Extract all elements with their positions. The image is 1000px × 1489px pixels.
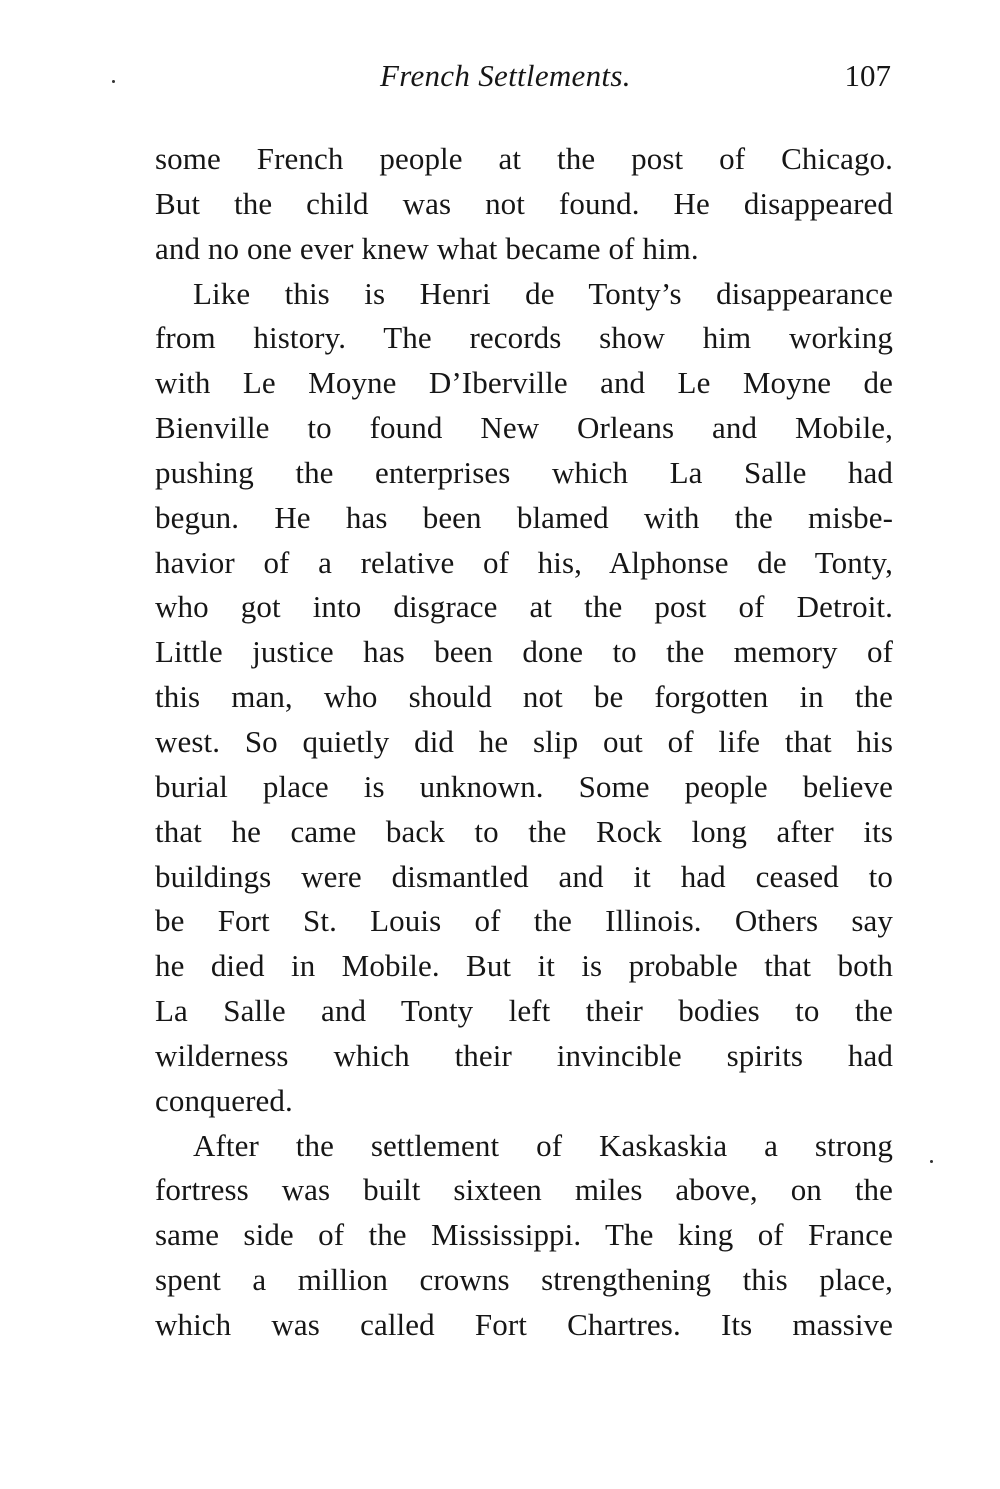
text-line: he died in Mobile. But it is probable that both [155, 948, 893, 984]
text-line: But the child was not found. He disappeared [155, 185, 893, 221]
text-line: pushing the enterprises which La Salle had [155, 454, 893, 490]
page-number: 107 [844, 58, 891, 93]
text-line: Little justice has been done to the memory of [155, 634, 893, 670]
text-line: conquered. [155, 1082, 293, 1118]
text-line: burial place is unknown. Some people believe [155, 768, 893, 804]
text-line: After the settlement of Kaskaskia a strong [193, 1127, 893, 1163]
scan-speck [112, 80, 115, 83]
text-line: spent a million crowns strengthening this place, [155, 1262, 893, 1298]
page-header [155, 58, 893, 102]
text-line: this man, who should not be forgotten in the [155, 679, 893, 715]
text-line: be Fort St. Louis of the Illinois. Others say [155, 903, 893, 939]
text-line: and no one ever knew what became of him. [155, 230, 699, 266]
text-line: wilderness which their invincible spirits had [155, 1037, 893, 1073]
text-line: with Le Moyne D’Iberville and Le Moyne de [155, 365, 893, 401]
text-line: west. So quietly did he slip out of life that his [155, 723, 893, 759]
text-line: Like this is Henri de Tonty’s disappearance [193, 275, 893, 311]
text-line: Bienville to found New Orleans and Mobile, [155, 410, 893, 446]
text-line: who got into disgrace at the post of Detroit. [155, 589, 893, 625]
scan-speck [930, 1160, 933, 1163]
text-line: which was called Fort Chartres. Its massive [155, 1306, 893, 1342]
text-line: havior of a relative of his, Alphonse de Tonty, [155, 544, 893, 580]
body-text [155, 137, 893, 1348]
text-line: buildings were dismantled and it had ceased to [155, 858, 893, 894]
text-line: from history. The records show him working [155, 320, 893, 356]
text-line: same side of the Mississippi. The king of France [155, 1217, 893, 1253]
text-line: some French people at the post of Chicago. [155, 141, 893, 176]
text-line: that he came back to the Rock long after its [155, 813, 893, 849]
text-line: begun. He has been blamed with the misbe- [155, 499, 893, 535]
text-line: La Salle and Tonty left their bodies to the [155, 993, 893, 1029]
running-title: French Settlements. [380, 58, 631, 93]
text-line: fortress was built sixteen miles above, on the [155, 1172, 893, 1208]
